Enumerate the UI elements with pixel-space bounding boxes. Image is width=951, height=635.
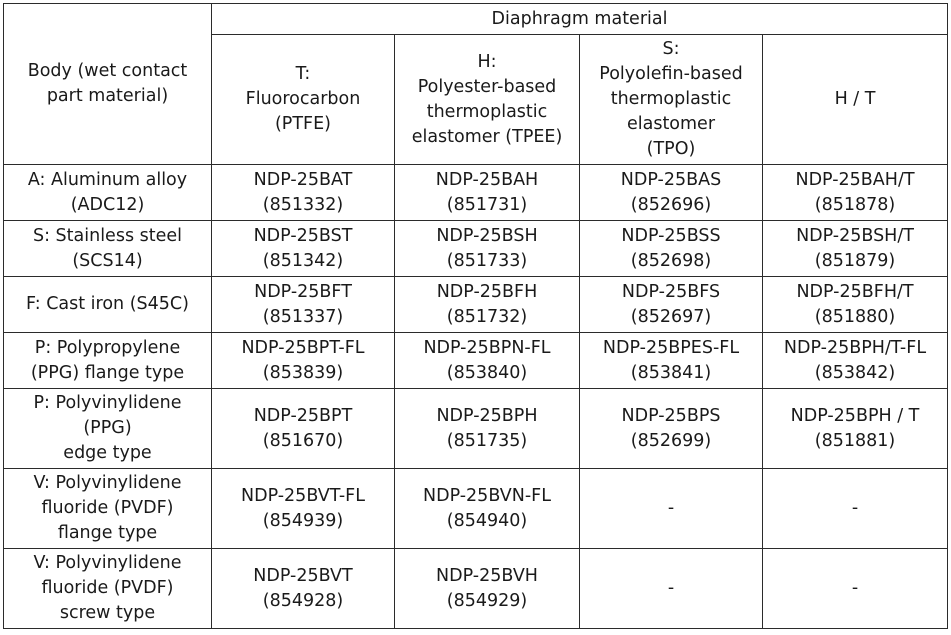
body-material-cell: A: Aluminum alloy (ADC12) — [4, 165, 212, 221]
part-number: (851878) — [814, 194, 896, 215]
model-cell — [395, 221, 580, 277]
model-code: NDP-25BAT — [253, 169, 353, 190]
model-code: NDP-25BSH/T — [796, 225, 914, 246]
model-cell — [212, 549, 395, 629]
model-cell — [763, 389, 948, 469]
part-number: (851733) — [446, 250, 528, 271]
part-number: (852696) — [630, 194, 712, 215]
part-number: (851879) — [814, 250, 896, 271]
material-header-h: H: Polyester-based thermoplastic elastomer (TPEE) — [395, 35, 580, 165]
model-cell — [212, 333, 395, 389]
table-row — [4, 469, 948, 549]
part-number: (851332) — [262, 194, 344, 215]
dash-placeholder: - — [667, 498, 675, 518]
model-code: NDP-25BPH — [436, 405, 538, 426]
header-row-top — [4, 4, 948, 35]
empty-cell — [580, 549, 763, 629]
body-material-cell: P: Polypropylene (PPG) flange type — [4, 333, 212, 389]
empty-cell — [763, 469, 948, 549]
model-code: NDP-25BPH / T — [790, 405, 920, 426]
model-code: NDP-25BVT-FL — [241, 485, 365, 506]
model-code: NDP-25BVH — [436, 565, 538, 586]
part-number: (854928) — [262, 590, 344, 611]
table-row — [4, 165, 948, 221]
table-row — [4, 549, 948, 629]
model-cell — [580, 333, 763, 389]
model-cell — [395, 389, 580, 469]
table-row — [4, 221, 948, 277]
model-cell — [580, 221, 763, 277]
part-number: (851732) — [446, 306, 528, 327]
model-cell — [763, 277, 948, 333]
model-cell — [212, 389, 395, 469]
body-column-header: Body (wet contact part material) — [4, 4, 212, 165]
body-material-cell: P: Polyvinylidene (PPG) edge type — [4, 389, 212, 469]
model-cell — [763, 333, 948, 389]
part-number: (854929) — [446, 590, 528, 611]
table-row — [4, 389, 948, 469]
part-number: (852697) — [630, 306, 712, 327]
body-material-cell: V: Polyvinylidene fluoride (PVDF) flange type — [4, 469, 212, 549]
model-cell — [212, 221, 395, 277]
model-code: NDP-25BFT — [254, 281, 352, 302]
model-code: NDP-25BPT — [253, 405, 353, 426]
model-code: NDP-25BPS — [621, 405, 721, 426]
model-cell — [395, 277, 580, 333]
model-code: NDP-25BST — [253, 225, 353, 246]
empty-cell — [763, 549, 948, 629]
part-number: (851881) — [814, 430, 896, 451]
model-code: NDP-25BPT-FL — [241, 337, 365, 358]
part-number: (851880) — [814, 306, 896, 327]
model-code: NDP-25BFS — [621, 281, 721, 302]
part-number: (853842) — [814, 362, 896, 383]
model-code: NDP-25BAS — [620, 169, 722, 190]
model-code: NDP-25BPN-FL — [423, 337, 551, 358]
part-number: (854940) — [446, 510, 528, 531]
model-code: NDP-25BSS — [621, 225, 721, 246]
model-code: NDP-25BVN-FL — [423, 485, 551, 506]
table-row — [4, 277, 948, 333]
dash-placeholder: - — [851, 498, 859, 518]
model-code: NDP-25BAH/T — [795, 169, 915, 190]
model-cell — [212, 277, 395, 333]
model-code: NDP-25BPH/T-FL — [783, 337, 927, 358]
diaphragm-material-header: Diaphragm material — [212, 4, 948, 35]
model-code: NDP-25BVT — [253, 565, 353, 586]
empty-cell — [580, 469, 763, 549]
part-number: (854939) — [262, 510, 344, 531]
part-number: (851342) — [262, 250, 344, 271]
model-code: NDP-25BFH/T — [796, 281, 914, 302]
material-header-ht: H / T — [763, 35, 948, 165]
model-code: NDP-25BPES-FL — [602, 337, 740, 358]
model-cell — [763, 221, 948, 277]
body-material-cell: F: Cast iron (S45C) — [4, 277, 212, 333]
diaphragm-material-table — [3, 3, 948, 629]
model-cell — [763, 165, 948, 221]
model-cell — [395, 333, 580, 389]
model-code: NDP-25BSH — [436, 225, 538, 246]
part-number: (851670) — [262, 430, 344, 451]
part-number: (853839) — [262, 362, 344, 383]
body-material-cell: S: Stainless steel (SCS14) — [4, 221, 212, 277]
body-material-cell: V: Polyvinylidene fluoride (PVDF) screw type — [4, 549, 212, 629]
part-number: (851731) — [446, 194, 528, 215]
dash-placeholder: - — [851, 578, 859, 598]
part-number: (853840) — [446, 362, 528, 383]
dash-placeholder: - — [667, 578, 675, 598]
model-cell — [395, 165, 580, 221]
model-cell — [212, 165, 395, 221]
model-cell — [580, 165, 763, 221]
model-cell — [395, 549, 580, 629]
table-row — [4, 333, 948, 389]
part-number: (852698) — [630, 250, 712, 271]
model-cell — [580, 389, 763, 469]
model-code: NDP-25BFH — [436, 281, 538, 302]
model-cell — [395, 469, 580, 549]
part-number: (851735) — [446, 430, 528, 451]
material-header-t: T: Fluorocarbon (PTFE) — [212, 35, 395, 165]
model-code: NDP-25BAH — [435, 169, 539, 190]
model-cell — [580, 277, 763, 333]
part-number: (851337) — [262, 306, 344, 327]
part-number: (852699) — [630, 430, 712, 451]
material-header-s: S: Polyolefin-based thermoplastic elastomer (TPO) — [580, 35, 763, 165]
model-cell — [212, 469, 395, 549]
part-number: (853841) — [630, 362, 712, 383]
